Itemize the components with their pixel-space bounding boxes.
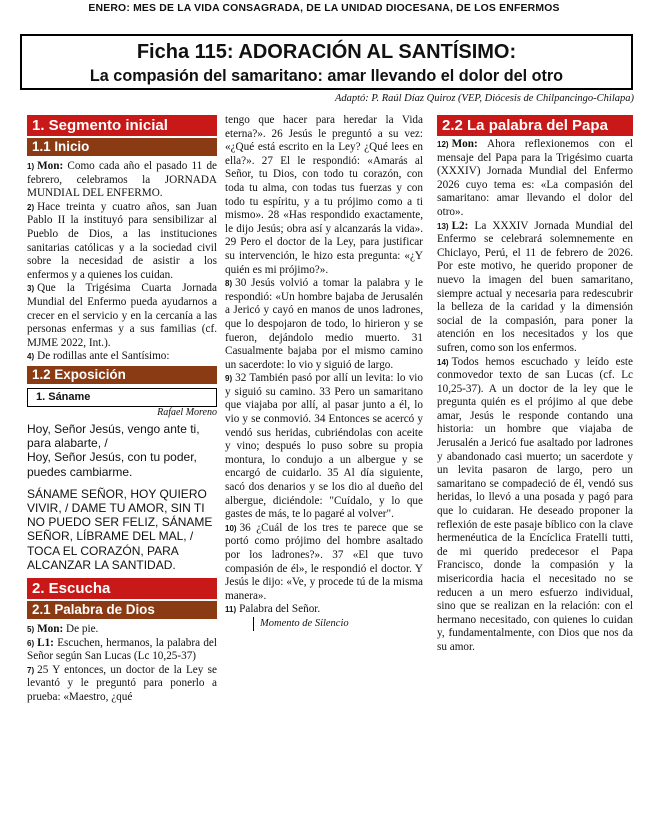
- section-heading-palabra-del-papa: 2.2 La palabra del Papa: [437, 115, 633, 136]
- paragraph-12: 12) Mon: Ahora reflexionemos con el mensaje del Papa para la Trigésimo cuarta (XXXIV) Jornada Mundial del Enfermo 2026 cuyo tema es: «La compasión del samaritano: amar llevando el dolor del otro».: [437, 138, 633, 218]
- subsection-heading-inicio: 1.1 Inicio: [27, 138, 217, 156]
- lyric-chorus: SÁNAME SEÑOR, HOY QUIERO VIVIR, / DAME TU AMOR, SIN TI NO PUEDO SER FELIZ, SÁNAME SEÑOR, LÍBRAME DEL MAL, / TOCA EL CORAZÓN, PARA ALCANZAR LA SANTIDAD.: [27, 486, 213, 572]
- column-3: [437, 114, 633, 655]
- paragraph-3: 3) Que la Trigésima Cuarta Jornada Mundial del Enfermo pueda ayudarnos a crecer en el servicio y en la cercanía a las personas enfermas y a sus familias (cf. MJME 2022, Int.).: [27, 282, 217, 349]
- lyric-verse-2: Hoy, Señor Jesús, con tu poder, puedes cambiarme.: [27, 450, 197, 479]
- paragraph-11: 11) Palabra del Señor.: [225, 603, 321, 616]
- paragraph-6: 6) L1: Escuchen, hermanos, la palabra del Señor según San Lucas (Lc 10,25-37): [27, 636, 217, 663]
- paragraph-5: 5) Mon: De pie.: [27, 622, 99, 635]
- adapted-by: Adaptó: P. Raúl Díaz Quiroz (VEP, Diócesis de Chilpancingo-Chilapa): [334, 93, 634, 104]
- paragraph-2: 2) Hace treinta y cuatro años, san Juan Pablo II la instituyó para sensibilizar al Pueblo de Dios, a las instituciones sanitarias católicas y a la sociedad civil sobre la necesidad de asistir a los enfermos y a quienes los cuidan.: [27, 200, 217, 281]
- paragraph-10: 10) 36 ¿Cuál de los tres te parece que se portó como prójimo del hombre asaltado por los ladrones?». 37 «El que tuvo compasión de él», le respondió el doctor. Y Jesús le dijo: «Ve, y procede tú de la misma manera».: [225, 521, 423, 602]
- column-1: [27, 114, 217, 705]
- subsection-heading-exposicion: 1.2 Exposición: [27, 366, 217, 384]
- song-author: Rafael Moreno: [157, 406, 217, 418]
- paragraph-7: 7) 25 Y entonces, un doctor de la Ley se levantó y le preguntó para ponerlo a prueba: «Maestro, ¿qué: [27, 663, 217, 703]
- paragraph-1: 1) Mon: Como cada año el pasado 11 de febrero, celebramos la JORNADA MUNDIAL DEL ENFERMO.: [27, 160, 217, 200]
- section-heading-segmento-inicial: 1. Segmento inicial: [27, 115, 217, 136]
- page-title: Ficha 115: ADORACIÓN AL SANTÍSIMO:: [136, 41, 517, 63]
- paragraph-7-continued: tengo que hacer para heredar la Vida eterna?». 26 Jesús le preguntó a su vez: «¿Qué está escrito en la Ley? ¿Qué lees en ella?». 27 El le respondió: «Amarás al Señor, tu Dios, con todo tu corazón, con toda tu alma, con todas tus fuerzas y con todo tu espíritu, y a tu prójimo como a ti mismo». 28 «Has respondido exactamente, le dijo Jesús; obra así y alcanzarás la vida». 29 Pero el doctor de la Ley, para justificar su intervención, le hizo esta pregunta: «¿Y quién es mi prójimo?».: [225, 114, 423, 276]
- silence-note: Momento de Silencio: [253, 617, 423, 631]
- subsection-heading-palabra-de-dios: 2.1 Palabra de Dios: [27, 601, 217, 619]
- column-2: [225, 114, 423, 631]
- title-box: [20, 34, 633, 90]
- lyric-verse-1: Hoy, Señor Jesús, vengo ante ti, para alabarte, /: [27, 421, 200, 451]
- song-title: 1. Sáname: [27, 388, 217, 407]
- paragraph-8: 8) 30 Jesús volvió a tomar la palabra y le respondió: «Un hombre bajaba de Jerusalén a Jericó y cayó en manos de unos ladrones, que lo despojaron de todo, lo hirieron y se fueron, dejándolo medio muerto. 31 Casualmente bajaba por el mismo camino un sacerdote: lo vio y siguió de largo.: [225, 277, 423, 371]
- page-subtitle: La compasión del samaritano: amar llevando el dolor del otro: [89, 67, 564, 85]
- paragraph-13: 13) L2: La XXXIV Jornada Mundial del Enfermo se celebrará solemnemente en Chiclayo, Perú, el 11 de febrero de 2026. Por este motivo, he querido proponer de nuevo la imagen del buen samaritano, siempre actual y necesaria para redescubrir la belleza de la caridad y la dimensión social de la compasión, para poner la atención en los necesitados y los que sufren, como son los enfermos.: [437, 219, 634, 354]
- paragraph-14: 14) Todos hemos escuchado y leído este conmovedor texto de san Lucas (cf. Lc 10,25-37). A un doctor de la ley que le pregunta quién es el prójimo al que debe amar, Jesús le responde contando una historia: un hombre que viajaba de Jerusalén a Jericó fue asaltado por ladrones y abandonado casi muerto; un sacerdote y un levita pasaron de largo, pero un samaritano se compadeció de él, vendó sus heridas, lo llevó a una posada y pagó para que lo cuidaran. He deseado proponer la reflexión de este pasaje bíblico con la clave hermenéutica de la Encíclica Fratelli tutti, de mi querido predecesor el Papa Francisco, donde la compasión y la misericordia hacia el necesitado no se reducen a un mero esfuerzo individual, sino que se realizan en la relación: con el hermano necesitado, con quienes lo cuidan y, fundamentalmente, con Dios que nos da su amor.: [437, 355, 633, 653]
- paragraph-9: 9) 32 También pasó por allí un levita: lo vio y siguió su camino. 33 Pero un samaritano que viajaba por allí, al pasar junto a él, lo vio y se conmovió. 34 Entonces se acercó y vendó sus heridas, cubriéndolas con aceite y vino; después lo puso sobre su propia montura, lo condujo a un albergue y se encargó de cuidarlo. 35 Al día siguiente, sacó dos denarios y se los dio al dueño del albergue, diciéndole: "Cuídalo, y lo que gastes de más, te lo pagaré al volver".: [225, 372, 423, 521]
- section-heading-escucha: 2. Escucha: [27, 578, 217, 599]
- paragraph-4: 4) De rodillas ante el Santísimo:: [27, 350, 170, 363]
- page-topline: ENERO: MES DE LA VIDA CONSAGRADA, DE LA UNIDAD DIOCESANA, DE LOS ENFERMOS: [88, 3, 560, 14]
